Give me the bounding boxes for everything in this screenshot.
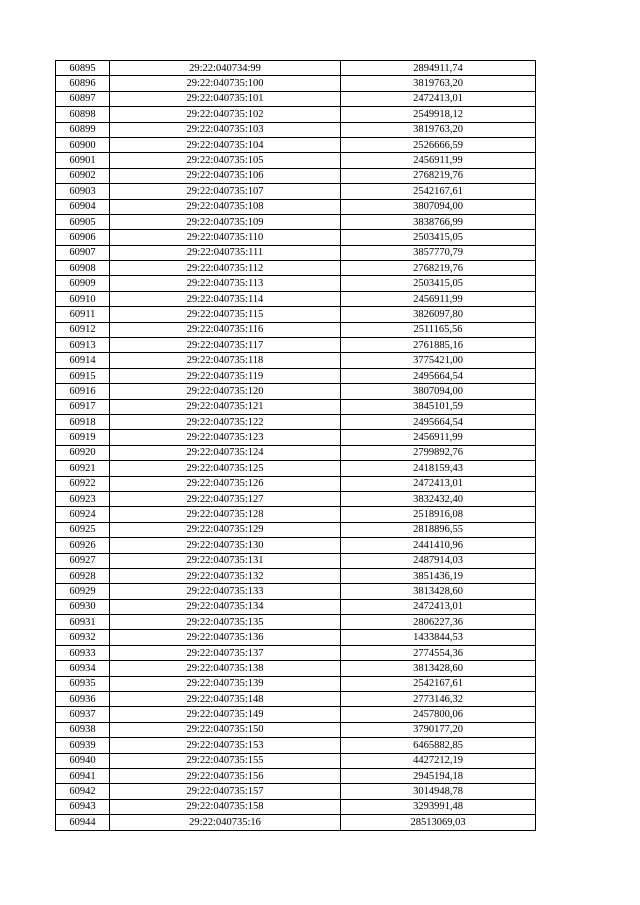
- table-row: [56, 414, 536, 429]
- table-row: [56, 630, 536, 645]
- table-row: [56, 738, 536, 753]
- cadastral-number-cell: 29:22:040735:122: [110, 414, 341, 429]
- cadastral-number-cell: 29:22:040735:111: [110, 245, 341, 260]
- table-row: [56, 245, 536, 260]
- table-row: [56, 430, 536, 445]
- row-number-cell: 60926: [56, 538, 110, 553]
- row-number-cell: 60902: [56, 168, 110, 183]
- row-number-cell: 60899: [56, 122, 110, 137]
- table-row: [56, 353, 536, 368]
- row-number-cell: 60914: [56, 353, 110, 368]
- cadastral-number-cell: 29:22:040735:112: [110, 261, 341, 276]
- cadastral-number-cell: 29:22:040735:121: [110, 399, 341, 414]
- cadastral-number-cell: 29:22:040735:107: [110, 184, 341, 199]
- cadastral-value-cell: 1433844,53: [341, 630, 536, 645]
- table-row: [56, 676, 536, 691]
- cadastral-value-cell: 2542167,61: [341, 184, 536, 199]
- cadastral-number-cell: 29:22:040735:137: [110, 645, 341, 660]
- row-number-cell: 60896: [56, 76, 110, 91]
- cadastral-number-cell: 29:22:040735:139: [110, 676, 341, 691]
- cadastral-value-cell: 3832432,40: [341, 491, 536, 506]
- cadastral-value-cell: 2549918,12: [341, 107, 536, 122]
- cadastral-number-cell: 29:22:040735:102: [110, 107, 341, 122]
- row-number-cell: 60935: [56, 676, 110, 691]
- row-number-cell: 60925: [56, 522, 110, 537]
- row-number-cell: 60933: [56, 645, 110, 660]
- cadastral-number-cell: 29:22:040735:125: [110, 461, 341, 476]
- cadastral-value-cell: 3813428,60: [341, 661, 536, 676]
- table-row: [56, 291, 536, 306]
- cadastral-number-cell: 29:22:040735:158: [110, 799, 341, 814]
- cadastral-number-cell: 29:22:040735:110: [110, 230, 341, 245]
- table-row: [56, 661, 536, 676]
- table-row: [56, 522, 536, 537]
- table-row: [56, 107, 536, 122]
- cadastral-number-cell: 29:22:040735:109: [110, 214, 341, 229]
- table-row: [56, 122, 536, 137]
- table-row: [56, 76, 536, 91]
- table-row: [56, 338, 536, 353]
- table-row: [56, 645, 536, 660]
- cadastral-number-cell: 29:22:040735:127: [110, 491, 341, 506]
- cadastral-value-cell: 2773146,32: [341, 692, 536, 707]
- cadastral-number-cell: 29:22:040735:136: [110, 630, 341, 645]
- row-number-cell: 60932: [56, 630, 110, 645]
- table-row: [56, 568, 536, 583]
- cadastral-number-cell: 29:22:040735:114: [110, 291, 341, 306]
- cadastral-value-cell: 2457800,06: [341, 707, 536, 722]
- row-number-cell: 60917: [56, 399, 110, 414]
- cadastral-value-cell: 2495664,54: [341, 414, 536, 429]
- cadastral-value-cell: 3819763,20: [341, 76, 536, 91]
- row-number-cell: 60907: [56, 245, 110, 260]
- row-number-cell: 60897: [56, 91, 110, 106]
- table-row: [56, 461, 536, 476]
- cadastral-value-cell: 2456911,99: [341, 153, 536, 168]
- cadastral-number-cell: 29:22:040735:148: [110, 692, 341, 707]
- row-number-cell: 60898: [56, 107, 110, 122]
- table-row: [56, 399, 536, 414]
- row-number-cell: 60938: [56, 722, 110, 737]
- table-body: [56, 61, 536, 831]
- row-number-cell: 60913: [56, 338, 110, 353]
- table-row: [56, 322, 536, 337]
- cadastral-number-cell: 29:22:040735:115: [110, 307, 341, 322]
- cadastral-number-cell: 29:22:040735:16: [110, 815, 341, 830]
- cadastral-value-cell: 2806227,36: [341, 615, 536, 630]
- cadastral-value-cell: 3845101,59: [341, 399, 536, 414]
- cadastral-number-cell: 29:22:040735:108: [110, 199, 341, 214]
- cadastral-value-cell: 2495664,54: [341, 368, 536, 383]
- row-number-cell: 60928: [56, 568, 110, 583]
- cadastral-value-cell: 4427212,19: [341, 753, 536, 768]
- row-number-cell: 60906: [56, 230, 110, 245]
- cadastral-number-cell: 29:22:040735:101: [110, 91, 341, 106]
- cadastral-number-cell: 29:22:040735:104: [110, 137, 341, 152]
- cadastral-value-cell: 2456911,99: [341, 291, 536, 306]
- cadastral-number-cell: 29:22:040735:134: [110, 599, 341, 614]
- row-number-cell: 60941: [56, 768, 110, 783]
- row-number-cell: 60936: [56, 692, 110, 707]
- table-row: [56, 507, 536, 522]
- cadastral-value-cell: 3293991,48: [341, 799, 536, 814]
- cadastral-number-cell: 29:22:040735:126: [110, 476, 341, 491]
- cadastral-value-cell: 2472413,01: [341, 599, 536, 614]
- table-row: [56, 445, 536, 460]
- cadastral-value-cell: 3807094,00: [341, 199, 536, 214]
- row-number-cell: 60916: [56, 384, 110, 399]
- table-row: [56, 214, 536, 229]
- table-row: [56, 538, 536, 553]
- cadastral-number-cell: 29:22:040735:117: [110, 338, 341, 353]
- row-number-cell: 60921: [56, 461, 110, 476]
- cadastral-number-cell: 29:22:040735:149: [110, 707, 341, 722]
- table-row: [56, 184, 536, 199]
- cadastral-value-cell: 2503415,05: [341, 230, 536, 245]
- cadastral-number-cell: 29:22:040735:150: [110, 722, 341, 737]
- row-number-cell: 60901: [56, 153, 110, 168]
- row-number-cell: 60909: [56, 276, 110, 291]
- cadastral-number-cell: 29:22:040735:100: [110, 76, 341, 91]
- row-number-cell: 60939: [56, 738, 110, 753]
- row-number-cell: 60927: [56, 553, 110, 568]
- cadastral-number-cell: 29:22:040734:99: [110, 61, 341, 76]
- table-row: [56, 476, 536, 491]
- table-row: [56, 784, 536, 799]
- row-number-cell: 60910: [56, 291, 110, 306]
- row-number-cell: 60942: [56, 784, 110, 799]
- cadastral-value-cell: 2542167,61: [341, 676, 536, 691]
- cadastral-value-cell: 2503415,05: [341, 276, 536, 291]
- cadastral-value-cell: 2441410,96: [341, 538, 536, 553]
- table-row: [56, 153, 536, 168]
- row-number-cell: 60920: [56, 445, 110, 460]
- cadastral-value-cell: 3857770,79: [341, 245, 536, 260]
- cadastral-value-cell: 3826097,80: [341, 307, 536, 322]
- cadastral-value-cell: 2472413,01: [341, 476, 536, 491]
- table-row: [56, 799, 536, 814]
- table-row: [56, 384, 536, 399]
- cadastral-number-cell: 29:22:040735:131: [110, 553, 341, 568]
- table-row: [56, 815, 536, 830]
- row-number-cell: 60943: [56, 799, 110, 814]
- cadastral-number-cell: 29:22:040735:119: [110, 368, 341, 383]
- cadastral-value-cell: 2472413,01: [341, 91, 536, 106]
- table-row: [56, 753, 536, 768]
- cadastral-number-cell: 29:22:040735:155: [110, 753, 341, 768]
- table-row: [56, 615, 536, 630]
- cadastral-value-cell: 2768219,76: [341, 168, 536, 183]
- row-number-cell: 60923: [56, 491, 110, 506]
- row-number-cell: 60922: [56, 476, 110, 491]
- table-row: [56, 599, 536, 614]
- row-number-cell: 60905: [56, 214, 110, 229]
- cadastral-value-cell: 3819763,20: [341, 122, 536, 137]
- row-number-cell: 60918: [56, 414, 110, 429]
- row-number-cell: 60908: [56, 261, 110, 276]
- table-row: [56, 553, 536, 568]
- cadastral-value-cell: 2456911,99: [341, 430, 536, 445]
- row-number-cell: 60940: [56, 753, 110, 768]
- cadastral-number-cell: 29:22:040735:118: [110, 353, 341, 368]
- cadastral-number-cell: 29:22:040735:120: [110, 384, 341, 399]
- cadastral-value-cell: 2761885,16: [341, 338, 536, 353]
- cadastral-value-cell: 3014948,78: [341, 784, 536, 799]
- cadastral-value-cell: 2511165,56: [341, 322, 536, 337]
- row-number-cell: 60934: [56, 661, 110, 676]
- cadastral-value-cell: 2526666,59: [341, 137, 536, 152]
- row-number-cell: 60930: [56, 599, 110, 614]
- table-row: [56, 91, 536, 106]
- row-number-cell: 60911: [56, 307, 110, 322]
- cadastral-number-cell: 29:22:040735:132: [110, 568, 341, 583]
- cadastral-number-cell: 29:22:040735:129: [110, 522, 341, 537]
- table-row: [56, 584, 536, 599]
- row-number-cell: 60919: [56, 430, 110, 445]
- cadastral-number-cell: 29:22:040735:138: [110, 661, 341, 676]
- row-number-cell: 60900: [56, 137, 110, 152]
- cadastral-value-cell: 6465882,85: [341, 738, 536, 753]
- row-number-cell: 60944: [56, 815, 110, 830]
- table-row: [56, 276, 536, 291]
- cadastral-number-cell: 29:22:040735:133: [110, 584, 341, 599]
- cadastral-value-cell: 2418159,43: [341, 461, 536, 476]
- row-number-cell: 60915: [56, 368, 110, 383]
- cadastral-number-cell: 29:22:040735:105: [110, 153, 341, 168]
- table-row: [56, 230, 536, 245]
- row-number-cell: 60929: [56, 584, 110, 599]
- cadastral-value-cell: 2818896,55: [341, 522, 536, 537]
- cadastral-value-cell: 3807094,00: [341, 384, 536, 399]
- row-number-cell: 60904: [56, 199, 110, 214]
- cadastral-value-cell: 3775421,00: [341, 353, 536, 368]
- table-row: [56, 261, 536, 276]
- cadastral-value-cell: 2487914,03: [341, 553, 536, 568]
- table-row: [56, 307, 536, 322]
- cadastral-value-cell: 2799892,76: [341, 445, 536, 460]
- cadastral-value-cell: 2894911,74: [341, 61, 536, 76]
- cadastral-value-cell: 2774554,36: [341, 645, 536, 660]
- cadastral-number-cell: 29:22:040735:103: [110, 122, 341, 137]
- cadastral-value-cell: 2518916,08: [341, 507, 536, 522]
- cadastral-number-cell: 29:22:040735:123: [110, 430, 341, 445]
- cadastral-number-cell: 29:22:040735:116: [110, 322, 341, 337]
- table-row: [56, 692, 536, 707]
- cadastral-number-cell: 29:22:040735:106: [110, 168, 341, 183]
- cadastral-value-cell: 28513069,03: [341, 815, 536, 830]
- cadastral-number-cell: 29:22:040735:128: [110, 507, 341, 522]
- table-row: [56, 137, 536, 152]
- cadastral-number-cell: 29:22:040735:157: [110, 784, 341, 799]
- table-row: [56, 61, 536, 76]
- table-row: [56, 368, 536, 383]
- cadastral-value-cell: 3838766,99: [341, 214, 536, 229]
- row-number-cell: 60937: [56, 707, 110, 722]
- row-number-cell: 60924: [56, 507, 110, 522]
- table-row: [56, 491, 536, 506]
- cadastral-value-cell: 3790177,20: [341, 722, 536, 737]
- cadastral-number-cell: 29:22:040735:130: [110, 538, 341, 553]
- table-row: [56, 199, 536, 214]
- table-row: [56, 722, 536, 737]
- cadastral-value-cell: 2945194,18: [341, 768, 536, 783]
- cadastral-number-cell: 29:22:040735:124: [110, 445, 341, 460]
- cadastral-value-cell: 3813428,60: [341, 584, 536, 599]
- cadastral-number-cell: 29:22:040735:135: [110, 615, 341, 630]
- cadastral-value-cell: 3851436,19: [341, 568, 536, 583]
- table-row: [56, 768, 536, 783]
- row-number-cell: 60931: [56, 615, 110, 630]
- row-number-cell: 60903: [56, 184, 110, 199]
- table-row: [56, 707, 536, 722]
- row-number-cell: 60912: [56, 322, 110, 337]
- row-number-cell: 60895: [56, 61, 110, 76]
- cadastral-number-cell: 29:22:040735:156: [110, 768, 341, 783]
- table-row: [56, 168, 536, 183]
- cadastral-value-table: [55, 60, 536, 831]
- cadastral-number-cell: 29:22:040735:113: [110, 276, 341, 291]
- cadastral-number-cell: 29:22:040735:153: [110, 738, 341, 753]
- cadastral-value-cell: 2768219,76: [341, 261, 536, 276]
